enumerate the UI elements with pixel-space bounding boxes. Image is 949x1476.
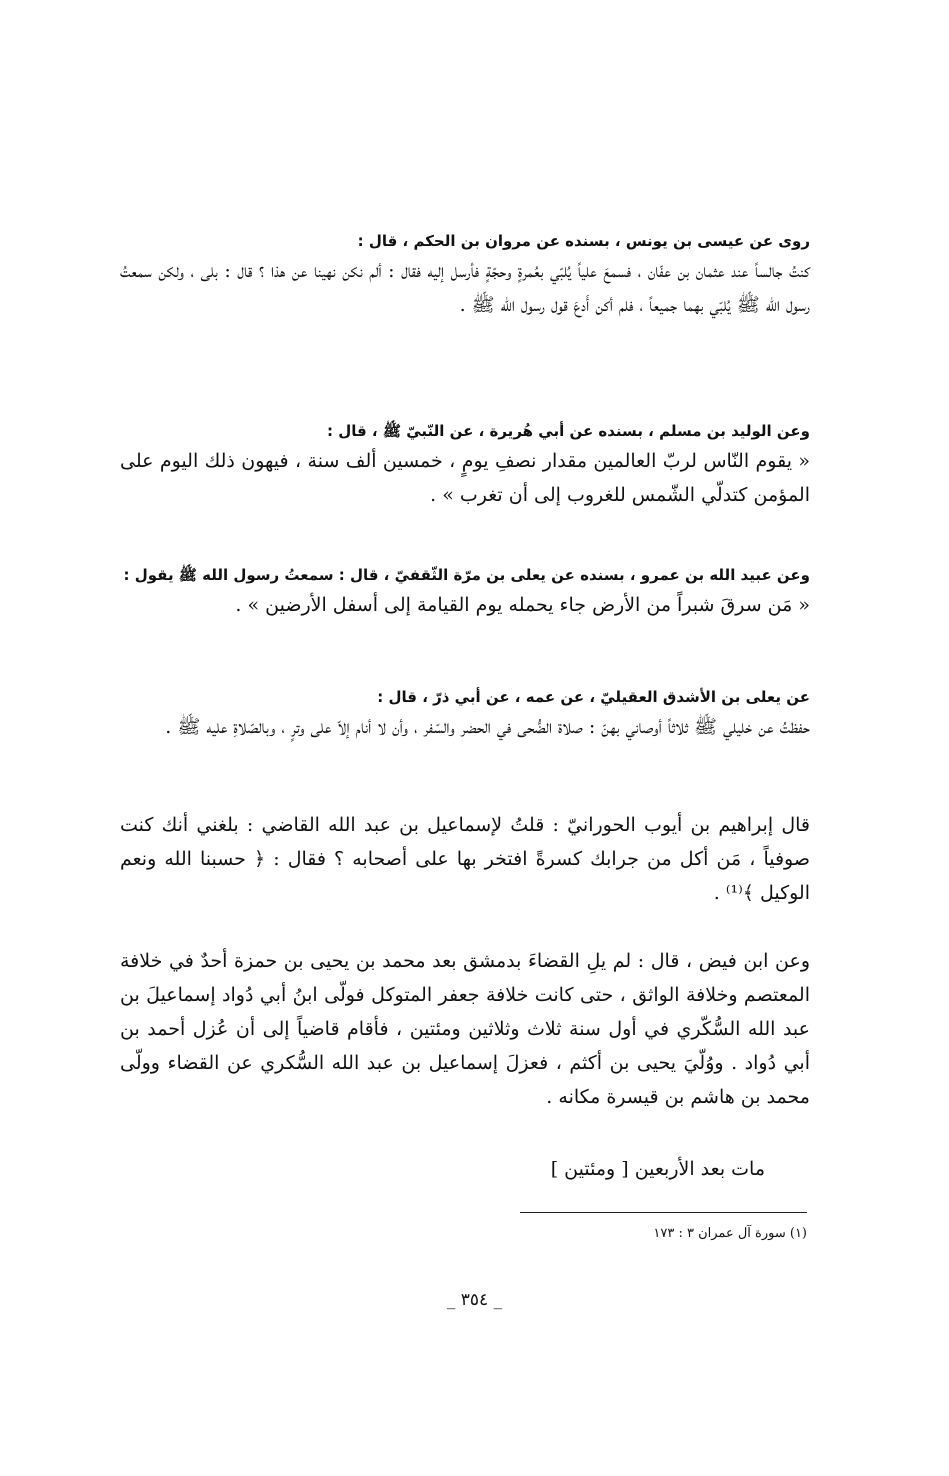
hadith-block-2 [120, 418, 810, 512]
narrative-paragraph-1: قال إبراهيم بن أيوب الحورانيّ : قلتُ لإسماعيل بن عبد الله القاضي : بلغني أنك كنت صوفياً ، مَن أكل من جرابك كسرةً افتخر بها على أصحابه ؟ فقال : ﴿ حسبنا الله ونعم الوكيل ﴾⁽¹⁾ . [120, 814, 810, 904]
footnote: (١) سورة آل عمران ٣ : ١٧٣ [653, 1226, 807, 1241]
isnad-2: وعن الوليد بن مسلم ، بسنده عن أبي هُريرة ، عن النّبيّ ﷺ ، قال : [327, 422, 810, 440]
closing-line: مات بعد الأربعين [ ومئتين ] [550, 1158, 765, 1180]
matn-1: كنتُ جالساً عند عثمان بن عفّان ، فسمعَ علياً يُلبّي بعُمرةٍ وحجّةٍ فأرسل إليه فقال : ألم نكن نهينا عن هذا ؟ قال : بلى ، ولكن سمعتُ رسول الله ﷺ يُلبّي بهما جميعاً ، فلم أكن أَدعَ قول رسول الله ﷺ . [120, 260, 810, 316]
isnad-3: وعن عبيد الله بن عمرو ، بسنده عن يعلى بن مرّة الثّقفيّ ، قال : سمعتُ رسول الله ﷺ يقول : [123, 566, 810, 584]
hadith-block-4 [120, 684, 810, 744]
narrative-block-1 [120, 808, 810, 910]
narrative-block-2 [120, 944, 810, 1114]
isnad-1: روى عن عيسى بن يونس ، بسنده عن مروان بن الحكم ، قال : [357, 232, 810, 250]
isnad-4: عن يعلى بن الأشدق العقيليّ ، عن عمه ، عن أبي ذرّ ، قال : [377, 688, 810, 706]
page-number: _ ٣٥٤ _ [446, 1290, 503, 1310]
hadith-block-3 [120, 562, 810, 622]
matn-2: « يقوم النّاس لربّ العالمين مقدار نصفِ يومٍ ، خمسين ألف سنة ، فيهون ذلك اليوم على المؤمن كتدلّي الشّمس للغروب إلى أن تغرب » . [120, 450, 810, 506]
hadith-block-1 [120, 228, 810, 322]
footnote-divider [520, 1212, 807, 1213]
matn-3: « مَن سرقَ شبراً من الأرض جاء يحمله يوم القيامة إلى أسفل الأرضين » . [235, 594, 810, 616]
matn-4: حفظتُ عن خليلي ﷺ ثلاثاً أوصاني بهنّ : صلاة الضُّحى في الحضر والسّفر ، وأن لا أنام إلاّ على وترٍ ، وبالصّلاةِ عليه ﷺ . [165, 716, 810, 738]
narrative-paragraph-2: وعن ابن فيض ، قال : لم يلِ القضاءَ بدمشق بعد محمد بن يحيى بن حمزة أحدٌ في خلافة المعتصم وخلافة الواثق ، حتى كانت خلافة جعفر المتوكل فولّى ابنُ أبي دُواد إسماعيلَ بن عبد الله السُّكّري في أول سنة ثلاث وثلاثين ومئتين ، فأقام قاضياً إلى أن عُزل أحمد بن أبي دُواد . ووُلّيَ يحيى بن أكثم ، فعزلَ إسماعيل بن عبد الله السُّكري عن القضاء وولّى محمد بن هاشم بن قيسرة مكانه . [120, 950, 810, 1108]
